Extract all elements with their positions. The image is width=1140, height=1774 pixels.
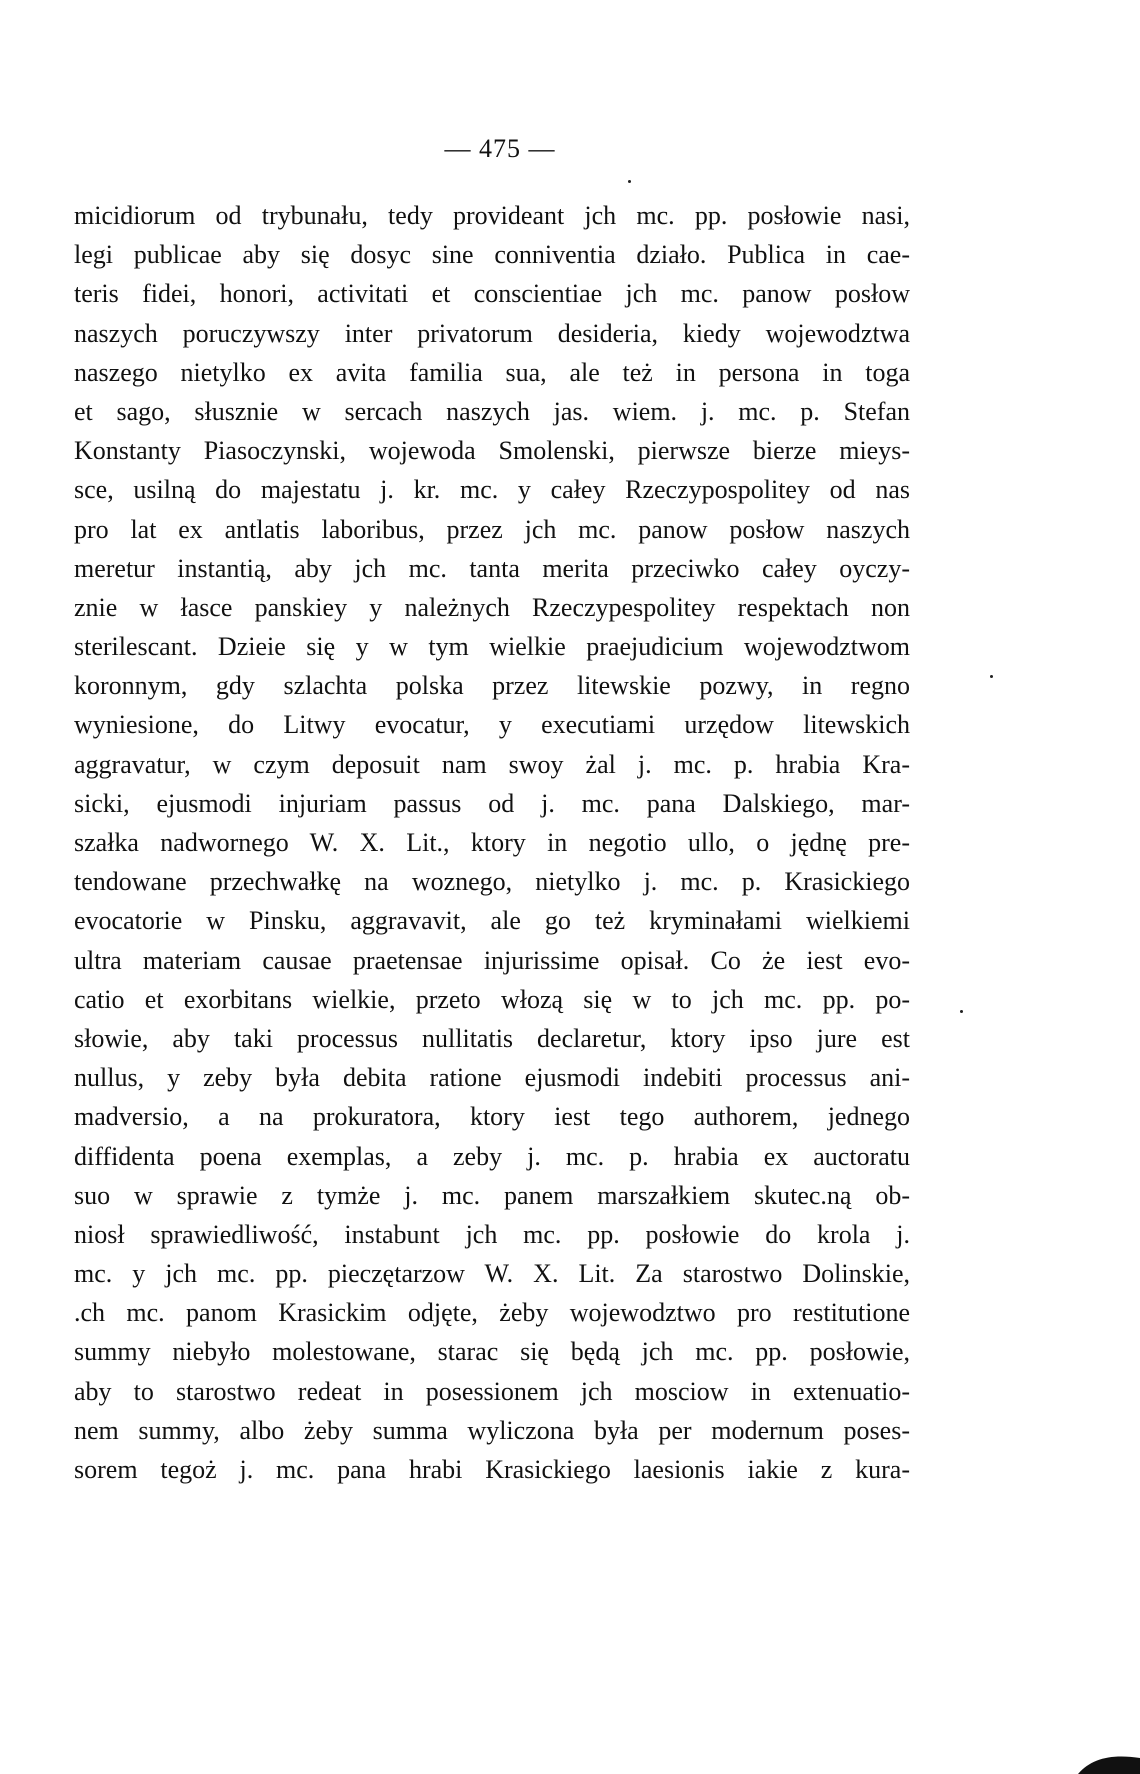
text-line: et sago, słusznie w sercach naszych jas. wiem. j. mc. p. Stefan (74, 396, 910, 426)
text-line: nem summy, albo żeby summa wyliczona była per modernum poses- (74, 1415, 910, 1445)
text-line: wyniesione, do Litwy evocatur, y executiami urzędow litewskich (74, 710, 910, 740)
text-line: madversio, a na prokuratora, ktory iest tego authorem, jednego (74, 1102, 910, 1132)
text-line: tendowane przechwałkę na woznego, nietylko j. mc. p. Krasickiego (74, 867, 910, 897)
text-line: koronnym, gdy szlachta polska przez litewskie pozwy, in regno (74, 671, 910, 701)
text-line: słowie, aby taki processus nullitatis declaretur, ktory ipso jure est (74, 1023, 910, 1053)
text-line: nullus, y zeby była debita ratione ejusmodi indebiti processus ani- (74, 1063, 910, 1093)
text-line: niosł sprawiedliwość, instabunt jch mc. pp. posłowie do krola j. (74, 1219, 910, 1249)
text-line: suo w sprawie z tymże j. mc. panem marszałkiem skutec.ną ob- (74, 1180, 910, 1210)
text-line: legi publicae aby się dosyc sine conniventia działo. Publica in cae- (74, 240, 910, 270)
scan-edge-mark (1078, 1752, 1140, 1774)
text-line: aggravatur, w czym deposuit nam swoy żal j. mc. p. hrabia Kra- (74, 749, 910, 779)
text-line: naszego nietylko ex avita familia sua, ale też in persona in toga (74, 357, 910, 387)
text-line: sicki, ejusmodi injuriam passus od j. mc. pana Dalskiego, mar- (74, 788, 910, 818)
body-text (74, 196, 910, 1489)
text-line: sterilescant. Dzieie się y w tym wielkie praejudicium wojewodztwom (74, 632, 910, 662)
text-line: mc. y jch mc. pp. pieczętarzow W. X. Lit. Za starostwo Dolinskie, (74, 1259, 910, 1289)
text-line: catio et exorbitans wielkie, przeto włozą się w to jch mc. pp. po- (74, 984, 910, 1014)
text-line: aby to starostwo redeat in posessionem jch mosciow in extenuatio- (74, 1376, 910, 1406)
text-line: szałka nadwornego W. X. Lit., ktory in negotio ullo, o jędnę pre- (74, 828, 910, 857)
text-line: ultra materiam causae praetensae injurissime opisał. Co że iest evo- (74, 945, 910, 975)
text-line: meretur instantią, aby jch mc. tanta merita przeciwko całey oyczy- (74, 553, 910, 583)
text-line: naszych poruczywszy inter privatorum desideria, kiedy wojewodztwa (74, 318, 910, 348)
text-line: sorem tegoż j. mc. pana hrabi Krasickiego laesionis iakie z kura- (74, 1455, 910, 1484)
ink-speck (628, 180, 631, 183)
text-line: micidiorum od trybunału, tedy provideant jch mc. pp. posłowie nasi, (74, 201, 910, 230)
text-line: Konstanty Piasoczynski, wojewoda Smolenski, pierwsze bierze mieys- (74, 436, 910, 466)
ink-speck (960, 1010, 963, 1013)
text-line: .ch mc. panom Krasickim odjęte, żeby wojewodztwo pro restitutione (74, 1298, 910, 1328)
text-line: evocatorie w Pinsku, aggravavit, ale go też kryminałami wielkiemi (74, 906, 910, 936)
text-line: pro lat ex antlatis laboribus, przez jch mc. panow posłow naszych (74, 514, 910, 544)
text-line: znie w łasce panskiey y należnych Rzeczypespolitey respektach non (74, 592, 910, 622)
text-line: summy niebyło molestowane, starac się będą jch mc. pp. posłowie, (74, 1337, 910, 1367)
page-number: — 475 — (444, 134, 556, 163)
text-line: teris fidei, honori, activitati et conscientiae jch mc. panow posłow (74, 279, 910, 309)
ink-speck (990, 675, 993, 678)
text-line: sce, usilną do majestatu j. kr. mc. y całey Rzeczypospolitey od nas (74, 475, 910, 505)
text-line: diffidenta poena exemplas, a zeby j. mc. p. hrabia ex auctoratu (74, 1141, 910, 1171)
